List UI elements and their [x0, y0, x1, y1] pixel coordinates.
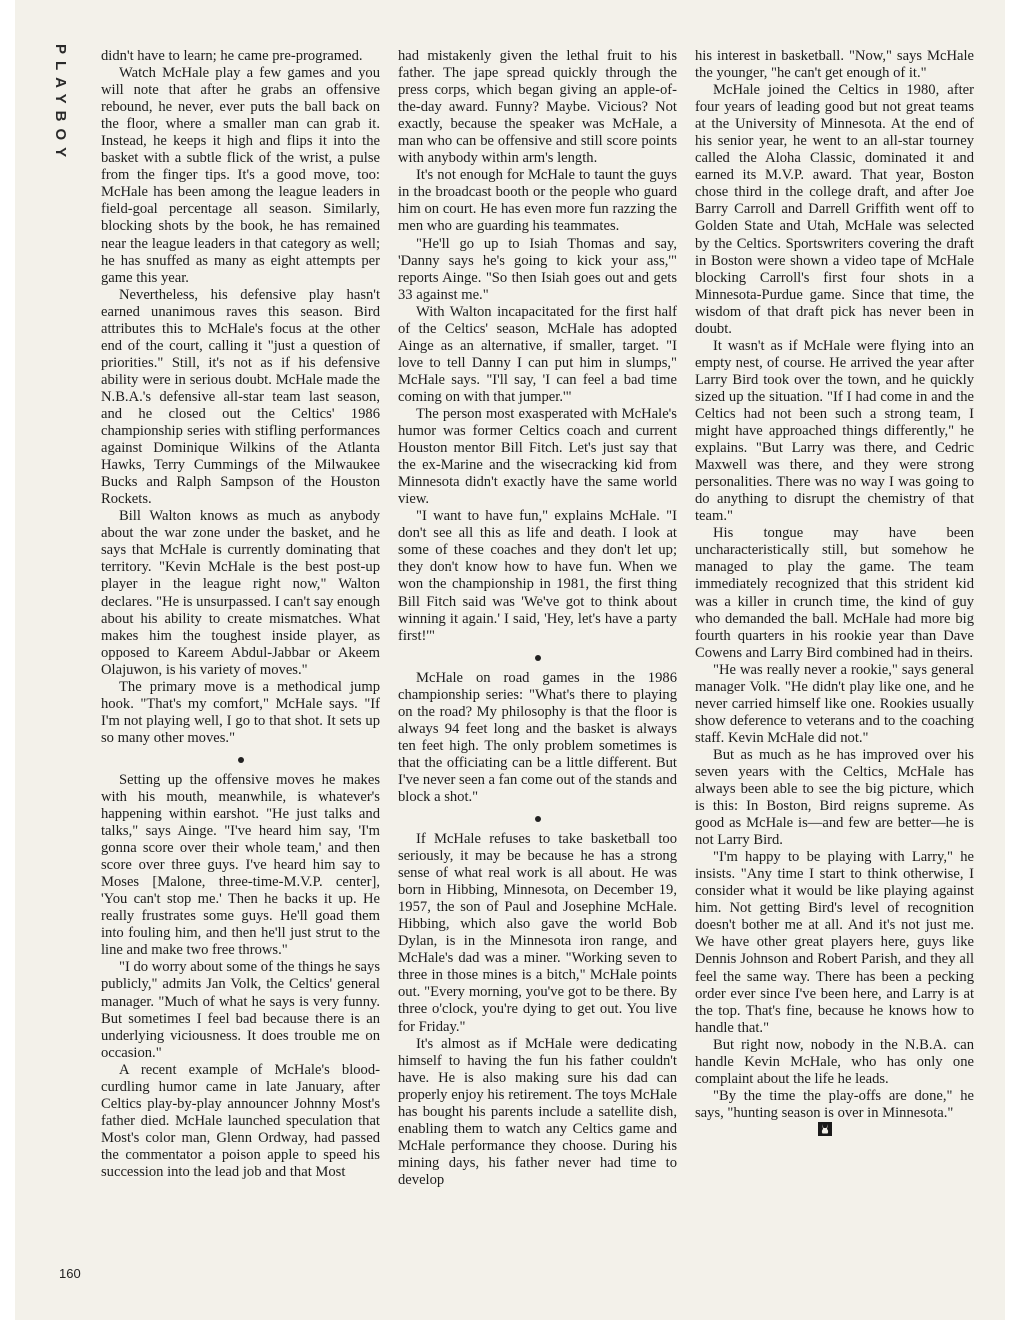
- article-paragraph: With Walton incapacitated for the first half of the Celtics' season, McHale has adopted Ainge as an alternative, if smaller, target. "I love to tell Danny I can put him in slumps," McHale says. "I'll say, 'I can feel a bad time coming on with that jumper.'": [398, 303, 677, 405]
- article-paragraph: "I do worry about some of the things he says publicly," admits Jan Volk, the Celtics' general manager. "Much of what he says is very funny. But sometimes I feel bad because there is an underlying viciousness. It does trouble me on occasion.": [101, 959, 380, 1061]
- magazine-name: PLAYBOY: [52, 44, 69, 165]
- article-paragraph: McHale on road games in the 1986 championship series: "What's there to playing on the road? My philosophy is that the floor is always 94 feet long and the basket is always ten feet high. The only problem sometimes is that the officiating can be a little different. But I've never seen a fan come out of the stands and block a shot.": [398, 669, 677, 805]
- column-1: [101, 48, 380, 1181]
- article-paragraph: Watch McHale play a few games and you will note that after he grabs an offensive rebound, he never, ever puts the ball back on the floor, where a smaller man can grab it. Instead, he keeps it high and flips it into the basket with a subtle flick of the wrist, a pulse from the finger tips. It's a good move, too: McHale has been among the league leaders in field-goal percentage all season. Similarly, blocking shots by the book, he has remained near the league leaders in that category as well; he has snuffed as many as eight attempts per game this year.: [101, 65, 380, 286]
- section-break: [398, 813, 677, 823]
- article-paragraph: But right now, nobody in the N.B.A. can handle Kevin McHale, who has only one complaint about the life he leads.: [695, 1036, 974, 1087]
- article-paragraph: "He'll go up to Isiah Thomas and say, 'Danny says he's going to kick your ass,'" reports Ainge. "So then Isiah goes out and gets 33 against me.": [398, 235, 677, 303]
- magazine-page: [15, 0, 1005, 1320]
- article-paragraph: Setting up the offensive moves he makes with his mouth, meanwhile, is whatever's happening within earshot. "He just talks and talks," says Ainge. "I've heard him say, 'I'm gonna score over their whole team,' and then score over three guys. I've heard him say to Moses [Malone, three-time-M.V.P. center], 'You can't stop me.' Then he backs it up. He really frustrates some guys. He'll goad them into fouling him, and then he'll just strut to the line and make two free throws.": [101, 771, 380, 959]
- article-paragraph: A recent example of McHale's blood-curdling humor came in late January, after Celtics play-by-play announcer Johnny Most's father died. McHale launched speculation that Most's color man, Glenn Ordway, had passed the commentator a poison apple to speed his succession into the lead job and that Most: [101, 1061, 380, 1180]
- section-break: [398, 652, 677, 662]
- article-paragraph: It's not enough for McHale to taunt the guys in the broadcast booth or the people who guard him on court. He has even more fun razzing the men who are guarding his teammates.: [398, 167, 677, 235]
- article-paragraph: didn't have to learn; he came pre-programed.: [101, 48, 363, 64]
- article-paragraph: The primary move is a methodical jump hook. "That's my comfort," McHale says. "If I'm not playing well, I go to that shot. It sets up so many other moves.": [101, 678, 380, 746]
- article-paragraph: had mistakenly given the lethal fruit to his father. The jape spread quickly through the press corps, which began giving an apple-of-the-day award. Funny? Maybe. Vicious? Not exactly, because the speaker was McHale, a man who can be offensive and still score points with anybody within arm's length.: [398, 48, 677, 167]
- page-number: 160: [59, 1266, 81, 1281]
- running-header: [33, 44, 73, 204]
- article-paragraph: His tongue may have been uncharacteristically still, but somehow he managed to play the game. The team immediately recognized that this strident kid was a killer in crunch time, the kind of guy who demanded the ball. McHale had more big fourth quarters in his rookie year than Dave Cowens and Larry Bird combined had in theirs.: [695, 525, 974, 661]
- section-break: [101, 754, 380, 764]
- article-paragraph: It's almost as if McHale were dedicating himself to having the fun his father couldn't have. He is also making sure his dad can properly enjoy his retirement. The toys McHale has bought his parents include a satellite dish, enabling them to watch any Celtics game and McHale performance they choose. During his mining days, his father never had time to develop: [398, 1035, 677, 1188]
- article-paragraph: "I'm happy to be playing with Larry," he insists. "Any time I start to think otherwise, I consider what it would be like playing against him. Not getting Bird's level of recognition doesn't bother me at all. And it's not just me. We have other great players here, guys like Dennis Johnson and Robert Parish, and they all feel the same way. There has been a pecking order ever since I've been here, and Larry is at the top. That's fine, because he knows how to handle that.": [695, 849, 974, 1036]
- article-paragraph: McHale joined the Celtics in 1980, after four years of leading good but not great teams at the University of Minnesota. At the end of his senior year, he went to an all-star tourney called the Aloha Classic, dominated it and earned its M.V.P. award. That year, Boston chose third in the college draft, and after Joe Barry Carroll and Darrell Griffith went off to Golden State and Utah, McHale was selected by the Celtics. Sportswriters covering the draft in Boston were shown a video tape of McHale blocking Carroll's first four shots in a Minnesota-Purdue game. Since that time, the wisdom of that draft pick has never been in doubt.: [695, 82, 974, 337]
- article-paragraph: "By the time the play-offs are done," he says, "hunting season is over in Minnesota.": [695, 1088, 974, 1139]
- article-paragraph: If McHale refuses to take basketball too seriously, it may be because he has a strong sense of what real work is all about. He was born in Hibbing, Minnesota, on December 19, 1957, the son of Paul and Josephine McHale. Hibbing, which also gave the world Bob Dylan, is in the Minnesota iron range, and McHale's dad was a miner. "Working seven to three in those mines is a bitch," McHale points out. "Every morning, you've got to be there. By three o'clock, you're dying to get out. You live for Friday.": [398, 831, 677, 1035]
- article-paragraph: But as much as he has improved over his seven years with the Celtics, McHale has always been able to see the big picture, which is this: In Boston, Bird reigns supreme. As good as McHale is—and few are better—he is not Larry Bird.: [695, 746, 974, 849]
- article-paragraph: Nevertheless, his defensive play hasn't earned unanimous raves this season. Bird attributes this to McHale's focus at the other end of the court, calling it "just a question of priorities." Still, it's not as if his defensive ability were in serious doubt. McHale made the N.B.A.'s defensive all-star team last season, and he closed out the Celtics' 1986 championship series with stifling performances against Dominique Wilkins of the Atlanta Hawks, Terry Cummings of the Milwaukee Bucks and Ralph Sampson of the Houston Rockets.: [101, 286, 380, 508]
- article-paragraph: "He was really never a rookie," says general manager Volk. "He didn't play like one, and he never carried himself like one. Rookies usually show deference to veterans and to the coaching staff. Kevin McHale did not.": [695, 661, 974, 746]
- column-3: [695, 48, 974, 1139]
- article-paragraph: "I want to have fun," explains McHale. "I don't see all this as life and death. I look at some of these coaches and they don't let up; they don't know how to have fun. When we won the championship in 1981, the first thing Bill Fitch said was 'We've got to think about winning it again.' I said, 'Hey, let's have a party first!'": [398, 508, 677, 644]
- article-paragraph: his interest in basketball. "Now," says McHale the younger, "he can't get enough of it.": [695, 48, 974, 82]
- column-2: [398, 48, 677, 1189]
- article-paragraph: It wasn't as if McHale were flying into an empty nest, of course. He arrived the year after Larry Bird took over the town, and he quickly sized up the situation. "If I had come in and the Celtics had not been such a strong team, I might have approached things differently," he explains. "But Larry was there, and Cedric Maxwell was there, and they were strong personalities. There was no way I was going to do anything to disrupt the chemistry of that team.": [695, 337, 974, 525]
- article-paragraph: The person most exasperated with McHale's humor was former Celtics coach and current Houston mentor Bill Fitch. Let's just say that the ex-Marine and the wisecracking kid from Minnesota didn't exactly have the same world view.: [398, 405, 677, 508]
- rabbit-head-icon: [818, 1122, 832, 1136]
- article-paragraph: Bill Walton knows as much as anybody about the war zone under the basket, and he says that McHale is currently dominating that territory. "Kevin McHale is the best post-up player in the league right now," Walton declares. "He is unsurpassed. I can't say enough about his ability to create mismatches. What makes him the toughest inside player, as opposed to Kareem Abdul-Jabbar or Akeem Olajuwon, is his variety of moves.": [101, 508, 380, 678]
